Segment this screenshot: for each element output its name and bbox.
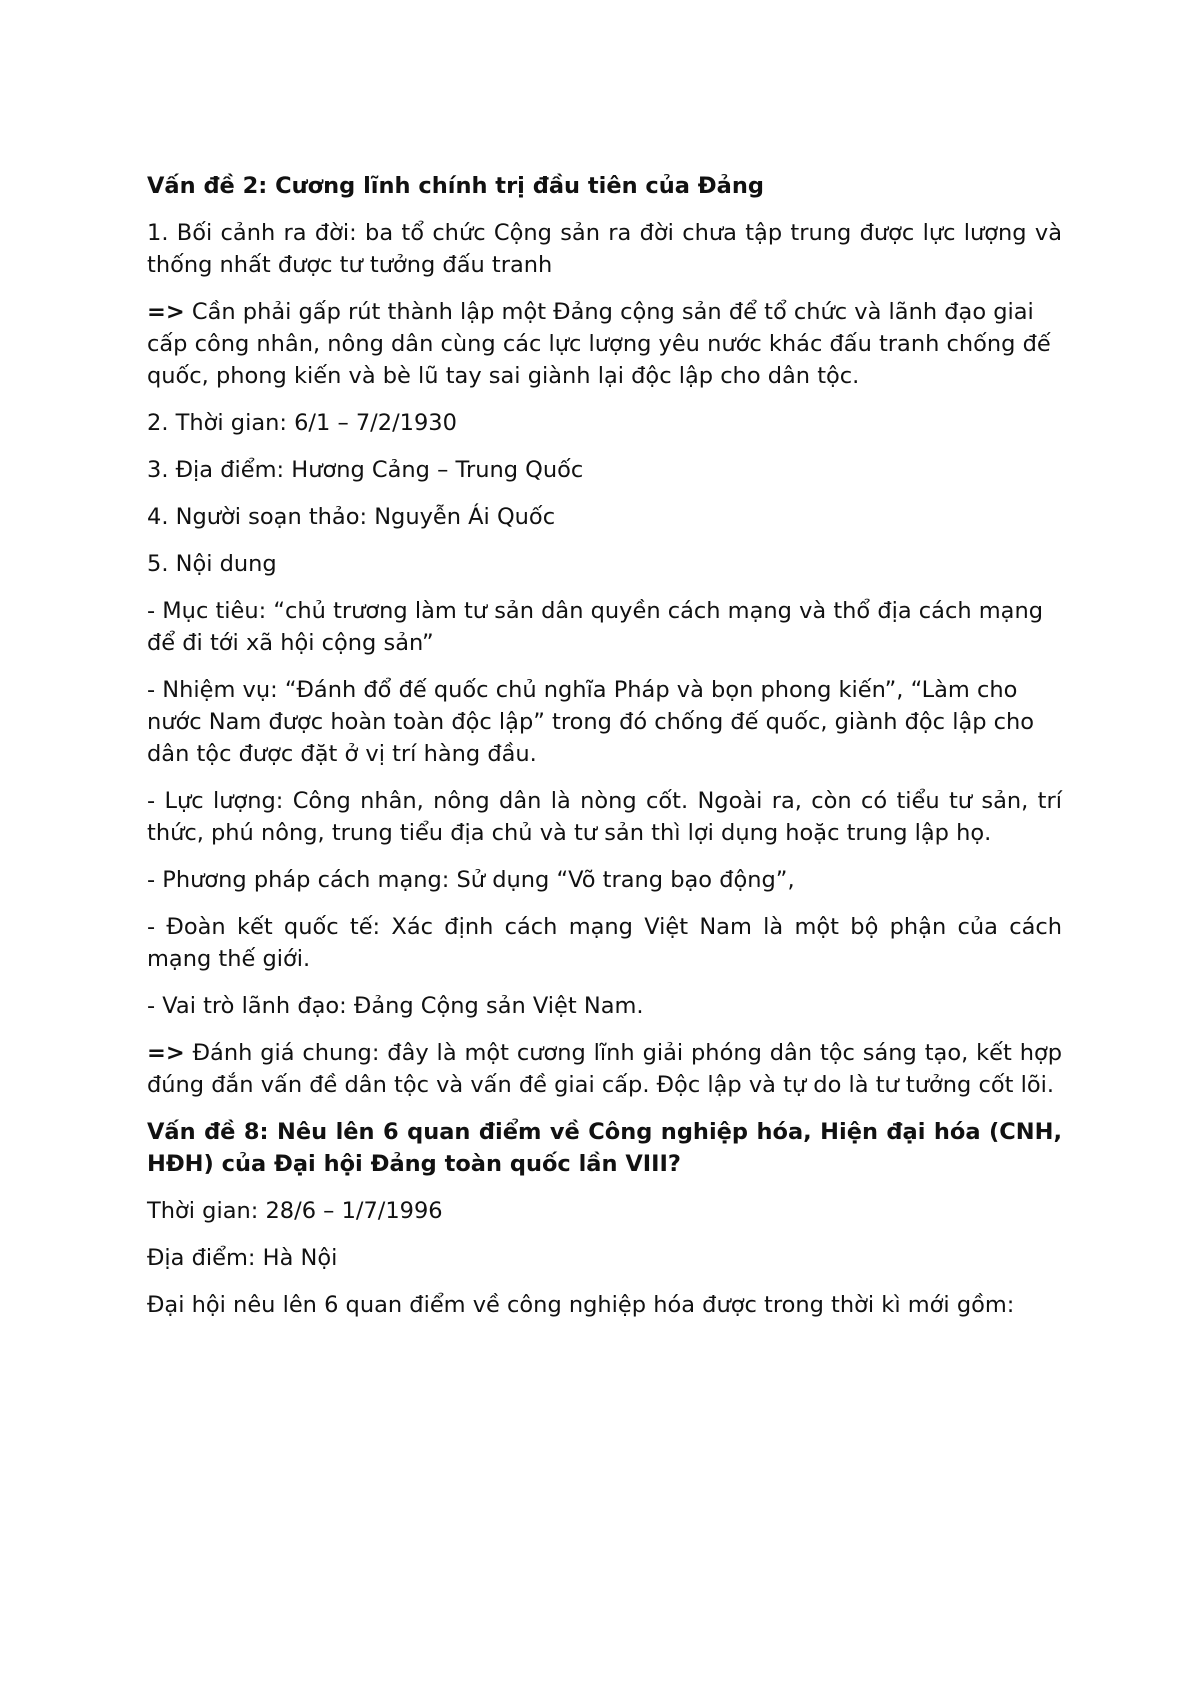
paragraph-content: 5. Nội dung	[147, 551, 277, 577]
paragraph-task: - Nhiệm vụ: “Đánh đổ đế quốc chủ nghĩa Pháp và bọn phong kiến”, “Làm cho nước Nam được hoàn toàn độc lập” trong đó chống đế quốc, giành độc lập cho dân tộc được đặt ở vị trí hàng đầu.	[147, 677, 1035, 767]
paragraph-place: 3. Địa điểm: Hương Cảng – Trung Quốc	[147, 457, 584, 483]
paragraph-force: - Lực lượng: Công nhân, nông dân là nòng cốt. Ngoài ra, còn có tiểu tư sản, trí thức, phú nông, trung tiểu địa chủ và tư sản thì lợi dụng hoặc trung lập họ.	[147, 788, 1062, 846]
paragraph-evaluation-text: Đánh giá chung: đây là một cương lĩnh giải phóng dân tộc sáng tạo, kết hợp đúng đắn vấn đề dân tộc và vấn đề giai cấp. Độc lập và tự do là tư tưởng cốt lõi.	[147, 1040, 1062, 1098]
document-page	[147, 170, 1062, 1336]
paragraph-international: - Đoàn kết quốc tế: Xác định cách mạng Việt Nam là một bộ phận của cách mạng thế giới.	[147, 914, 1062, 972]
paragraph-method: - Phương pháp cách mạng: Sử dụng “Võ trang bạo động”,	[147, 867, 795, 893]
arrow-marker: =>	[147, 1040, 185, 1066]
paragraph-goal: - Mục tiêu: “chủ trương làm tư sản dân quyền cách mạng và thổ địa cách mạng để đi tới xã hội cộng sản”	[147, 598, 1043, 656]
section-heading-issue-8: Vấn đề 8: Nêu lên 6 quan điểm về Công nghiệp hóa, Hiện đại hóa (CNH, HĐH) của Đại hội Đảng toàn quốc lần VIII?	[147, 1119, 1062, 1177]
paragraph-time-2: Thời gian: 28/6 – 1/7/1996	[147, 1198, 443, 1224]
arrow-marker: =>	[147, 299, 185, 325]
paragraph-need	[147, 296, 1062, 392]
paragraph-context: 1. Bối cảnh ra đời: ba tổ chức Cộng sản ra đời chưa tập trung được lực lượng và thống nhất được tư tưởng đấu tranh	[147, 220, 1062, 278]
paragraph-evaluation	[147, 1037, 1062, 1101]
paragraph-time: 2. Thời gian: 6/1 – 7/2/1930	[147, 410, 457, 436]
paragraph-need-text: Cần phải gấp rút thành lập một Đảng cộng sản để tổ chức và lãnh đạo giai cấp công nhân, nông dân cùng các lực lượng yêu nước khác đấu tranh chống đế quốc, phong kiến và bè lũ tay sai giành lại độc lập cho dân tộc.	[147, 299, 1051, 389]
paragraph-congress: Đại hội nêu lên 6 quan điểm về công nghiệp hóa được trong thời kì mới gồm:	[147, 1292, 1015, 1318]
section-heading-issue-2: Vấn đề 2: Cương lĩnh chính trị đầu tiên của Đảng	[147, 173, 764, 199]
paragraph-author: 4. Người soạn thảo: Nguyễn Ái Quốc	[147, 504, 556, 530]
paragraph-place-2: Địa điểm: Hà Nội	[147, 1245, 338, 1271]
paragraph-leadership: - Vai trò lãnh đạo: Đảng Cộng sản Việt Nam.	[147, 993, 644, 1019]
